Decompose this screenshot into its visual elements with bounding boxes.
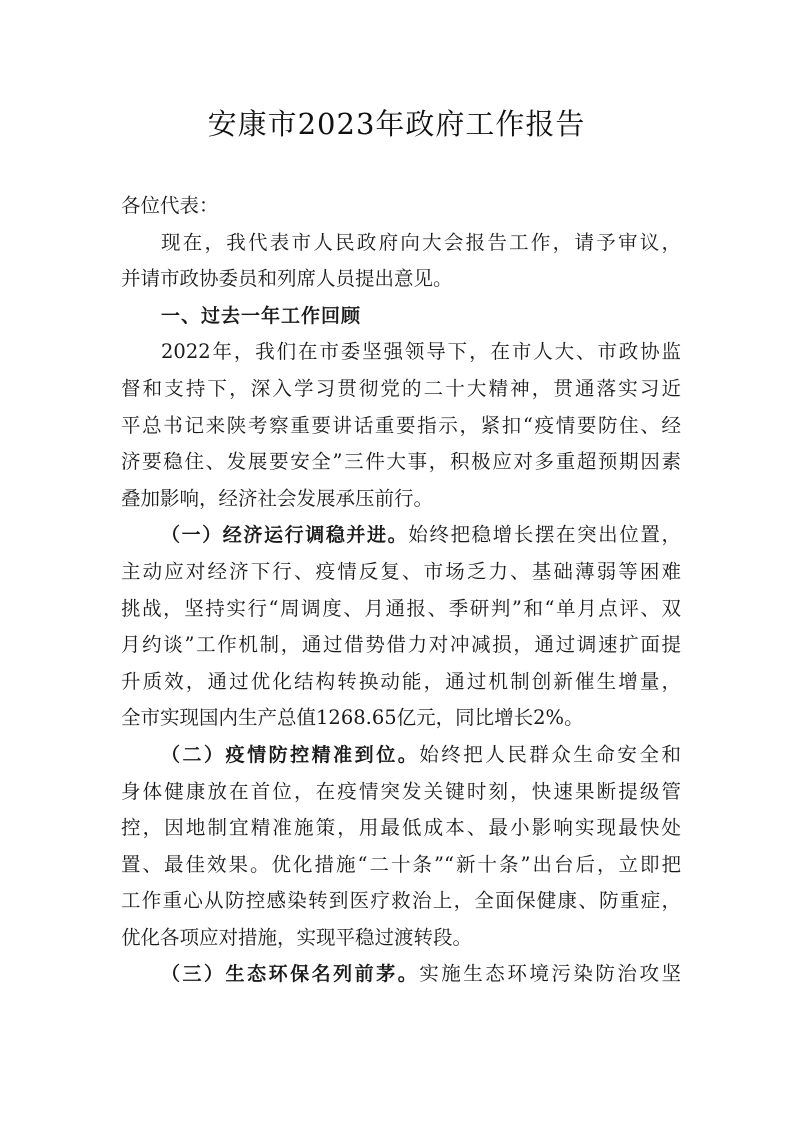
item-economy-heading: （一）经济运行调稳并进。 [161, 524, 409, 547]
item-epidemic-first-line [121, 737, 681, 774]
document-body [121, 188, 681, 993]
paragraph-line: 挑战，坚持实行“周调度、月通报、季研判”和“单月点评、双 [121, 596, 681, 620]
intro-line: 现在，我代表市人民政府向大会报告工作，请予审议， [161, 230, 681, 254]
paragraph-line: 2022年，我们在市委坚强领导下，在市人大、市政协监 [161, 340, 681, 364]
paragraph-line: 优化各项应对措施，实现平稳过渡转段。 [121, 925, 473, 949]
item-epidemic-heading: （二）疫情防控精准到位。 [161, 743, 420, 766]
document-title: 安康市2023年政府工作报告 [207, 107, 586, 141]
item-epidemic-text: 始终把人民群众生命安全和 [419, 742, 681, 766]
paragraph-line: 济要稳住、发展要安全”三件大事，积极应对多重超预期因素 [121, 450, 681, 474]
salutation: 各位代表： [121, 194, 219, 217]
paragraph-line: 控，因地制宜精准施策，用最低成本、最小影响实现最快处 [121, 816, 681, 840]
item-economy-first-line [121, 517, 681, 554]
paragraph-line: 全市实现国内生产总值1268.65亿元，同比增长2%。 [121, 706, 584, 730]
intro-line: 并请市政协委员和列席人员提出意见。 [121, 267, 453, 291]
paragraph-line: 月约谈”工作机制，通过借势借力对冲减损，通过调速扩面提 [121, 633, 681, 657]
section-heading-review: 一、过去一年工作回顾 [161, 304, 362, 327]
paragraph-line: 督和支持下，深入学习贯彻党的二十大精神，贯通落实习近 [121, 376, 681, 400]
paragraph-line: 平总书记来陕考察重要讲话重要指示，紧扣“疫情要防住、经 [121, 413, 681, 437]
paragraph-line: 置、最佳效果。优化措施“二十条”“新十条”出台后，立即把 [121, 852, 681, 876]
item-economy-text: 始终把稳增长摆在突出位置， [408, 523, 681, 547]
paragraph-line: 身体健康放在首位，在疫情突发关键时刻，快速果断提级管 [121, 779, 681, 803]
paragraph-line: 叠加影响，经济社会发展承压前行。 [121, 486, 434, 510]
paragraph-line: 主动应对经济下行、疫情反复、市场乏力、基础薄弱等困难 [121, 559, 681, 583]
paragraph-line: 工作重心从防控感染转到医疗救治上，全面保健康、防重症， [121, 889, 681, 913]
item-ecology-heading: （三）生态环保名列前茅。 [161, 963, 420, 986]
item-ecology-first-line [121, 956, 681, 993]
item-ecology-text: 实施生态环境污染防治攻坚 [419, 962, 681, 986]
paragraph-line: 升质效，通过优化结构转换动能，通过机制创新催生增量， [121, 669, 681, 693]
